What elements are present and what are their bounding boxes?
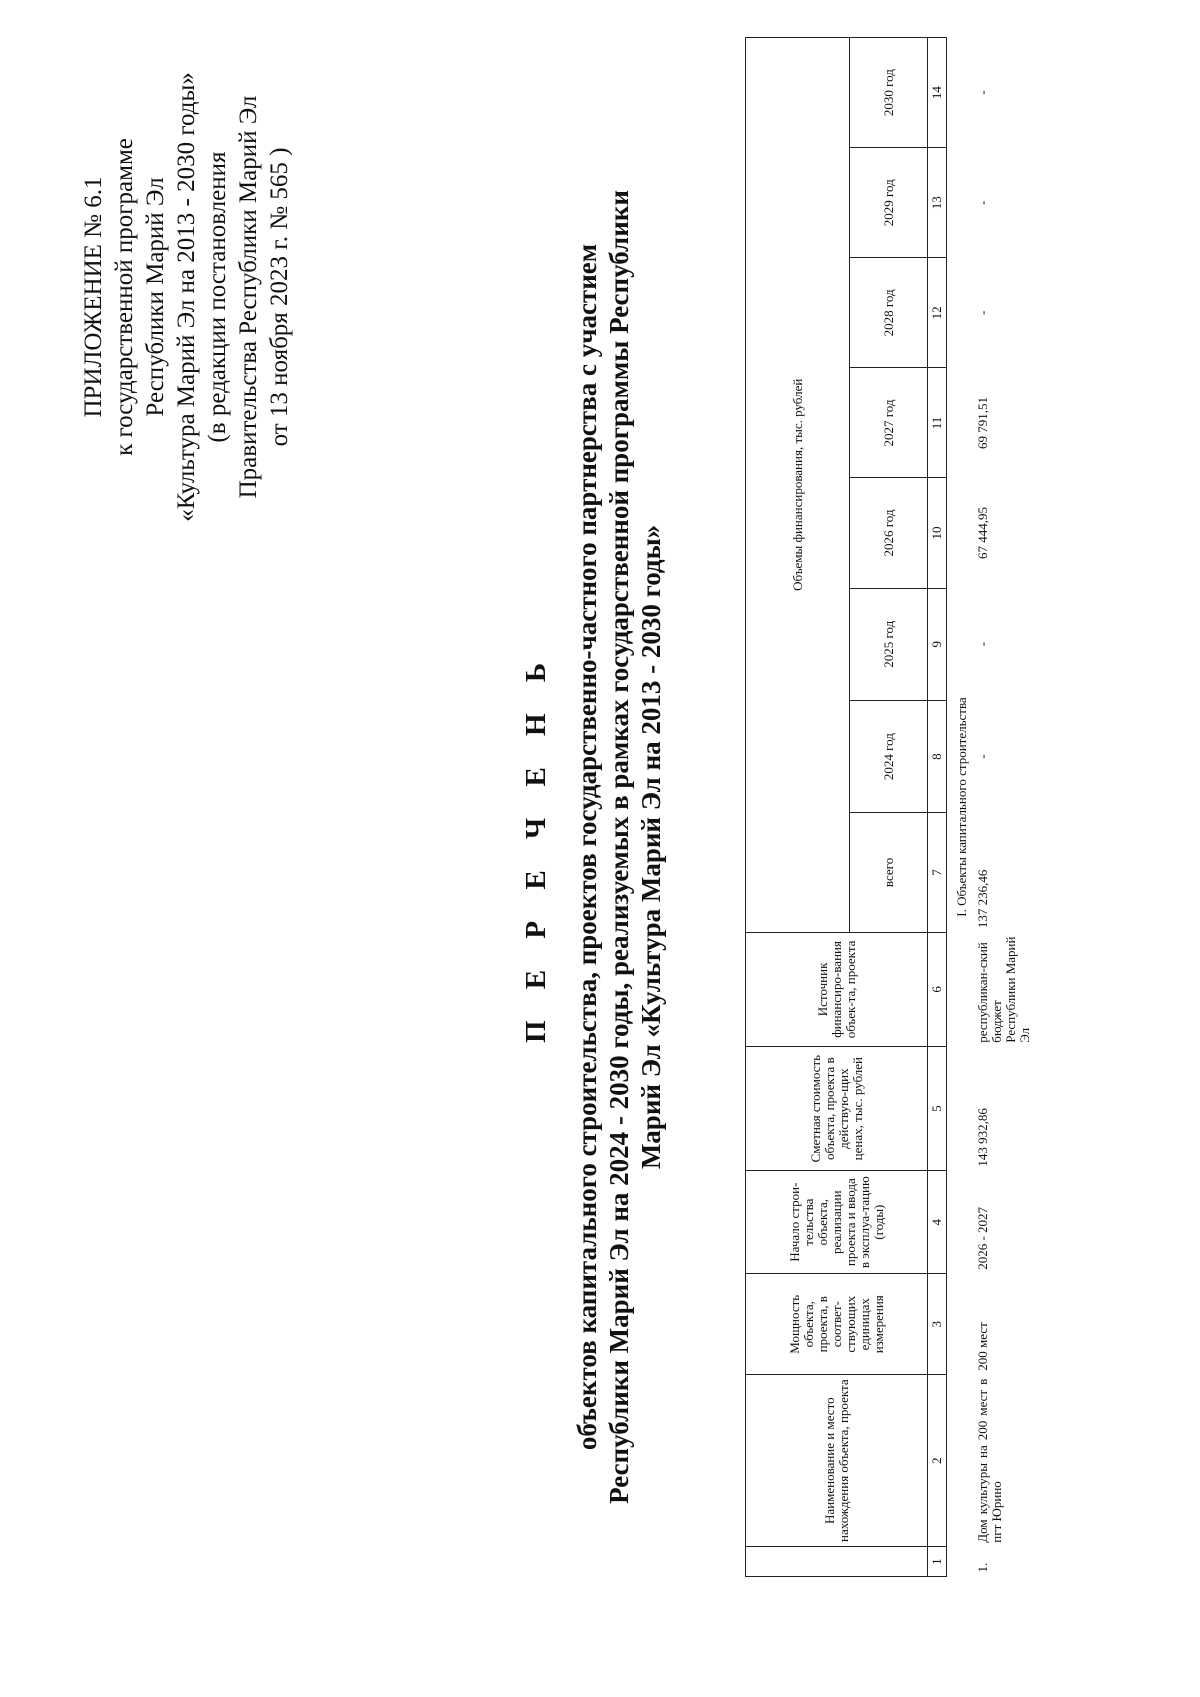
header-period: Начало строи-тельства объекта, реализации проекта и ввода в эксплуа-тацию (годы) <box>746 1171 928 1274</box>
object-name-cell <box>974 1375 1035 1547</box>
column-number: 13 <box>928 148 947 258</box>
column-number: 7 <box>928 813 947 932</box>
header-year: 2029 год <box>850 148 928 258</box>
header-number <box>746 1547 928 1577</box>
column-number: 8 <box>928 700 947 812</box>
object-period: 2026 - 2027 <box>975 1206 990 1270</box>
header-capacity: Мощность объекта, проекта, в соответ-ствующих единицах измерения <box>746 1274 928 1375</box>
object-2030: - <box>975 90 990 95</box>
header-financing: Объемы финансирования, тыс. рублей <box>746 38 850 933</box>
column-number: 9 <box>928 588 947 700</box>
appendix-line: Правительства Республики Марий Эл <box>235 95 262 499</box>
row-number: 1. <box>975 1562 990 1573</box>
header-year: 2024 год <box>850 700 928 812</box>
subtitle-line: Марий Эл «Культура Марий Эл на 2013 - 2030 годы» <box>636 524 666 1170</box>
header-year: 2027 год <box>850 368 928 478</box>
column-number: 1 <box>928 1547 947 1577</box>
object-name: Дом культуры на 200 мест в пгт Юрино <box>975 1378 1004 1543</box>
object-cost: 143 932,86 <box>975 1108 990 1167</box>
title-block <box>520 37 667 1657</box>
appendix-line: «Культура Марий Эл на 2013 - 2030 годы» <box>173 72 200 522</box>
object-2027: 69 791,51 <box>975 396 990 449</box>
object-2028: - <box>975 310 990 316</box>
appendix-line: (в редакции постановления <box>204 151 231 443</box>
header-year: 2025 год <box>850 588 928 700</box>
header-cost: Сметная стоимость объекта, проекта в действую-щих ценах, тыс. рублей <box>746 1047 928 1171</box>
object-2024: - <box>975 754 990 759</box>
document-title: П Е Р Е Ч Е Н Ь <box>520 650 552 1044</box>
subtitle-line: объектов капитального строительства, проектов государственно-частного партнерства с участием <box>572 243 602 1451</box>
header-source: Источник финансиро-вания объек-та, проекта <box>746 932 928 1047</box>
object-2026: 67 444,95 <box>975 507 990 560</box>
objects-table <box>745 37 1035 1577</box>
column-number: 12 <box>928 258 947 368</box>
object-total: 137 236,46 <box>975 869 990 929</box>
header-total: всего <box>850 813 928 932</box>
subtitle-line: Республики Марий Эл на 2024 - 2030 годы, реализуемых в рамках государственной программы Республики <box>604 190 634 1504</box>
section-heading: I. Объекты капитального строительства <box>954 697 969 917</box>
column-number: 3 <box>928 1274 947 1375</box>
appendix-block <box>78 17 295 577</box>
header-year: 2030 год <box>850 38 928 148</box>
table-row <box>974 38 1035 1577</box>
appendix-line: к государственной программе <box>111 138 138 456</box>
object-2029: - <box>975 200 990 205</box>
object-source: республикан-ский бюджет Республики Марий Эл <box>975 936 1032 1043</box>
appendix-line: Республики Марий Эл <box>142 177 169 417</box>
header-year: 2026 год <box>850 478 928 588</box>
column-number: 5 <box>928 1047 947 1171</box>
appendix-line: от 13 ноября 2023 г. № 565 ) <box>266 147 293 447</box>
header-year: 2028 год <box>850 258 928 368</box>
column-number: 6 <box>928 932 947 1047</box>
column-number: 2 <box>928 1375 947 1547</box>
column-number: 10 <box>928 478 947 588</box>
column-number: 14 <box>928 38 947 148</box>
object-capacity: 200 мест <box>975 1322 990 1371</box>
column-number: 4 <box>928 1171 947 1274</box>
header-name: Наименование и место нахождения объекта, проекта <box>746 1375 928 1547</box>
column-number: 11 <box>928 368 947 478</box>
document-subtitle <box>571 37 667 1657</box>
appendix-line: ПРИЛОЖЕНИЕ № 6.1 <box>80 176 107 418</box>
object-2025: - <box>975 642 990 647</box>
